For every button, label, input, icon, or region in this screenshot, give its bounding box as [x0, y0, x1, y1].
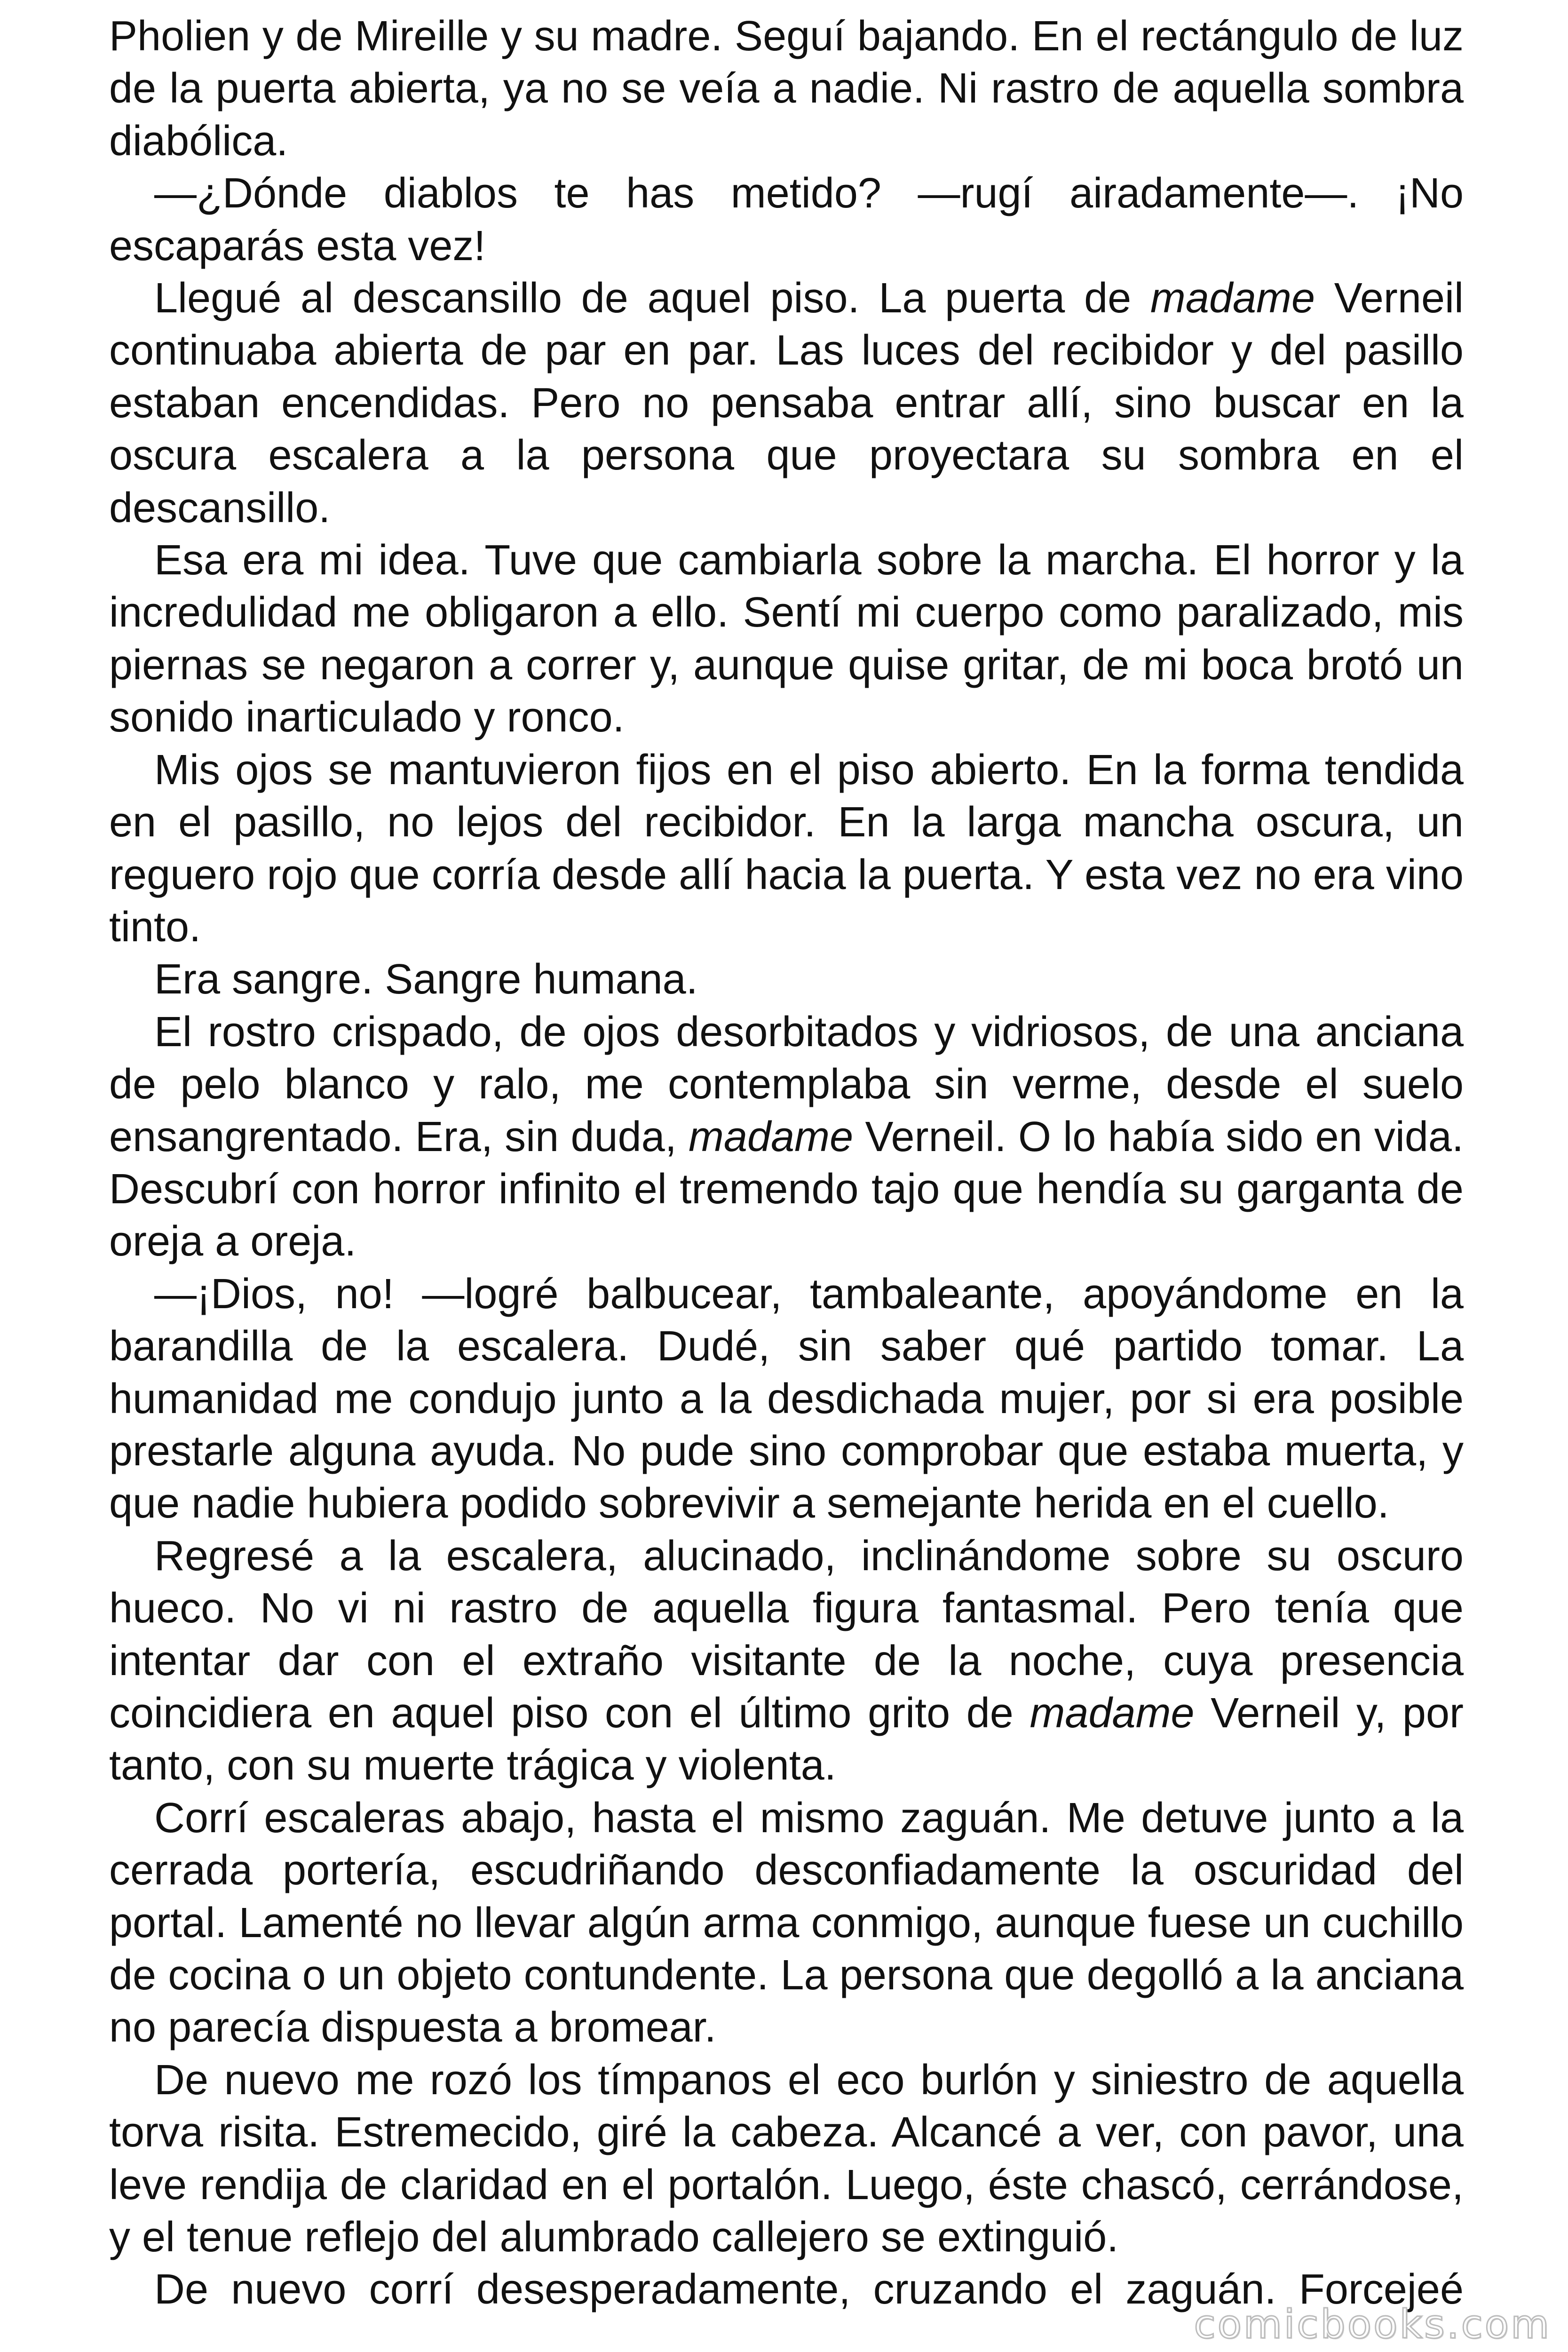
paragraph-text: El rostro crispado, de ojos desorbitados y vidriosos, de una anciana de pelo blanco y ralo, me contemplaba sin verme, desde el suelo ensangrentado. Era, sin duda, — [109, 1008, 1464, 1160]
paragraph-2 — [109, 167, 1464, 272]
watermark-logo: comicbooks.com — [1194, 2301, 1551, 2347]
paragraph-1 — [109, 10, 1464, 167]
paragraph-text: Verneil. O lo había sido en vida. Descubrí con horror infinito el tremendo tajo que hendía su garganta de oreja a oreja. — [109, 1113, 1464, 1265]
paragraph-3 — [109, 272, 1464, 534]
paragraph-text: —¡Dios, no! —logré balbucear, tambaleante, apoyándome en la barandilla de la escalera. Dudé, sin saber qué partido tomar. La humanidad me condujo junto a la desdichada mujer, por si era posible prestarle alguna ayuda. No pude sino comprobar que estaba muerta, y que nadie hubiera podido sobrevivir a semejante herida en el cuello. — [109, 1270, 1464, 1527]
paragraph-text: Era sangre. Sangre humana. — [154, 956, 698, 1003]
paragraph-text: De nuevo corrí desesperadamente, cruzando el zaguán. Forcejeé — [154, 2266, 1464, 2313]
paragraph-text: Regresé a la escalera, alucinado, inclinándome sobre su oscuro hueco. No vi ni rastro de aquella figura fantasmal. Pero tenía que intentar dar con el extraño visitante de la noche, cuya presencia coincidiera en aquel piso con el último grito de — [109, 1532, 1464, 1737]
paragraph-11 — [109, 2054, 1464, 2264]
paragraph-7 — [109, 1006, 1464, 1268]
paragraph-6 — [109, 954, 1464, 1006]
italic-word: madame — [1150, 275, 1315, 322]
paragraph-text: Mis ojos se mantuvieron fijos en el piso abierto. En la forma tendida en el pasillo, no lejos del recibidor. En la larga mancha oscura, un reguero rojo que corría desde allí hacia la puerta. Y esta vez no era vino tinto. — [109, 746, 1464, 951]
paragraph-8 — [109, 1268, 1464, 1530]
book-page-body — [109, 10, 1464, 2316]
paragraph-4 — [109, 534, 1464, 744]
paragraph-text: De nuevo me rozó los tímpanos el eco burlón y siniestro de aquella torva risita. Estremecido, giré la cabeza. Alcancé a ver, con pavor, una leve rendija de claridad en el portalón. Luego, éste chascó, cerrándose, y el tenue reflejo del alumbrado callejero se extinguió. — [109, 2056, 1464, 2261]
paragraph-9 — [109, 1530, 1464, 1792]
paragraph-text: Pholien y de Mireille y su madre. Seguí bajando. En el rectángulo de luz de la puerta abierta, ya no se veía a nadie. Ni rastro de aquella sombra diabólica. — [109, 13, 1464, 165]
paragraph-text: Verneil y, por tanto, con su muerte trágica y violenta. — [109, 1690, 1464, 1789]
paragraph-5 — [109, 744, 1464, 954]
paragraph-10 — [109, 1792, 1464, 2054]
paragraph-text: Verneil continuaba abierta de par en par. Las luces del recibidor y del pasillo estaban encendidas. Pero no pensaba entrar allí, sino buscar en la oscura escalera a la persona que proyectara su sombra en el descansillo. — [109, 275, 1464, 532]
paragraph-text: Esa era mi idea. Tuve que cambiarla sobre la marcha. El horror y la incredulidad me obligaron a ello. Sentí mi cuerpo como paralizado, mis piernas se negaron a correr y, aunque quise gritar, de mi boca brotó un sonido inarticulado y ronco. — [109, 537, 1464, 741]
paragraph-text: —¿Dónde diablos te has metido? —rugí airadamente—. ¡No escaparás esta vez! — [109, 170, 1464, 270]
paragraph-text: Llegué al descansillo de aquel piso. La puerta de — [154, 275, 1150, 322]
italic-word: madame — [1029, 1690, 1195, 1737]
paragraph-text: Corrí escaleras abajo, hasta el mismo zaguán. Me detuve junto a la cerrada portería, escudriñando desconfiadamente la oscuridad del portal. Lamenté no llevar algún arma conmigo, aunque fuese un cuchillo de cocina o un objeto contundente. La persona que degolló a la anciana no parecía dispuesta a bromear. — [109, 1794, 1464, 2051]
italic-word: madame — [689, 1113, 854, 1160]
